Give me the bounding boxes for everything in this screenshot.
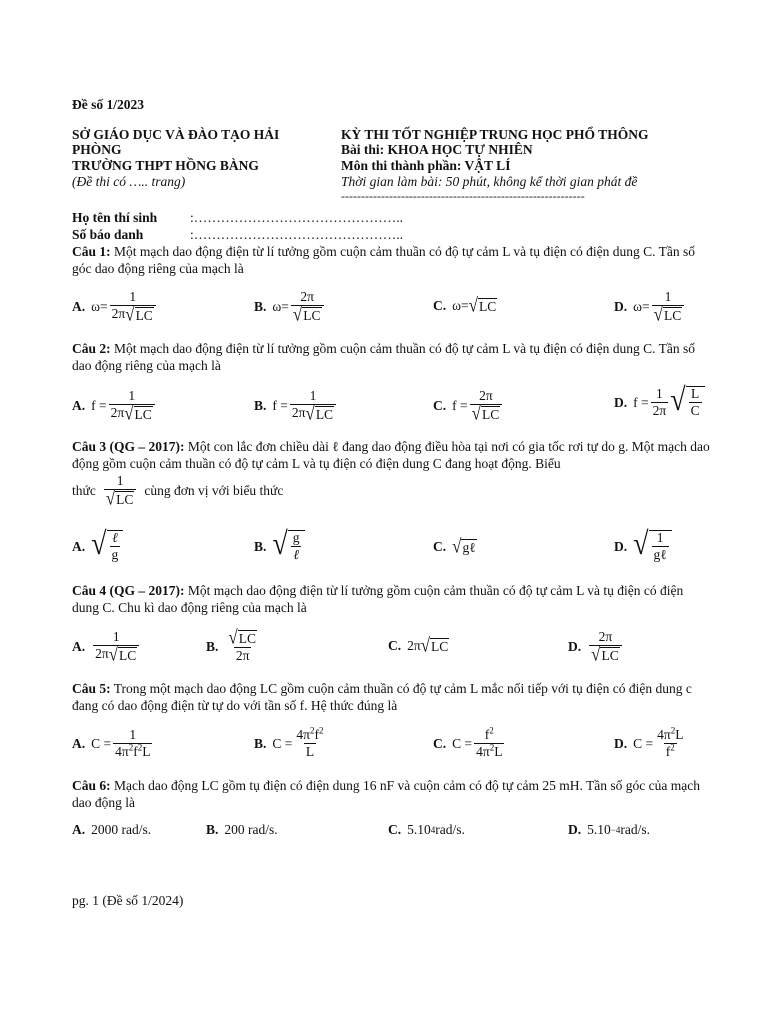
q3-option-d[interactable]: D. √ $\frac{1}{\text{gℓ}}$ <box>614 530 672 562</box>
question-3: Câu 3 (QG – 2017): Một con lắc đơn chiều dài ℓ đang dao động điều hòa tại nơi có gia tốc rơi tự do g. Một mạch dao động gồm cuộn cảm thuần có độ tự cảm L và tụ điện có điện dung C đang hoạt động. Biểu <box>72 439 710 471</box>
question-1 <box>72 243 712 277</box>
school-name: TRƯỜNG THPT HỒNG BÀNG <box>72 158 259 173</box>
candidate-name-label: Họ tên thí sinh <box>72 210 158 225</box>
q4-option-c[interactable]: C. 2π √ LC <box>388 634 449 656</box>
q2-option-d[interactable]: D. f = $\frac{1}{2\pi}$ √ $\frac{L}{C}$ <box>614 386 705 418</box>
exam-code: Đề số 1/2023 <box>72 97 144 112</box>
exam-subject-group: Bài thi: KHOA HỌC TỰ NHIÊN <box>341 142 533 157</box>
q1-option-d[interactable]: D. ω = 1 √ LC <box>614 290 686 323</box>
q2-option-a[interactable]: A. f = 1 2π √ LC <box>72 389 157 422</box>
q6-option-d[interactable]: D. 5.10 −4 rad/s. <box>568 822 650 837</box>
q3-option-a[interactable]: A. √ $\frac{\text{ℓ}}{g}$ <box>72 530 123 562</box>
q3-option-b[interactable]: B. √ $\frac{g}{\text{ℓ}}$ <box>254 530 305 562</box>
q5-option-c[interactable]: C. C = $\frac{f^2}{4\pi^2L}$ <box>433 725 503 759</box>
q6-option-b[interactable]: B. 200 rad/s. <box>206 822 278 837</box>
q4-option-a[interactable]: A. 1 2π √ LC <box>72 630 141 663</box>
candidate-name-field[interactable]: :……………………………………….. <box>190 210 404 225</box>
q5-option-d[interactable]: D. C = $\frac{4\pi^2L}{f^2}$ <box>614 725 684 759</box>
question-5: Câu 5: Trong một mạch dao động LC gồm cuộn cảm thuần có độ tự cảm L mắc nối tiếp với tụ điện có điện dung c đang có dao động điện từ tự do với tần số f. Hệ thức đúng là <box>72 681 692 713</box>
question-text: Một mạch dao động điện từ lí tưởng gồm cuộn cảm thuần có độ tự cảm L và tụ điện có điện dung C. Tần số góc dao động riêng của mạch là <box>72 244 695 276</box>
exam-duration: Thời gian làm bài: 50 phút, không kể thời gian phát đề <box>341 174 638 189</box>
candidate-id-label: Số báo danh <box>72 227 144 242</box>
department-line2: PHÒNG <box>72 142 122 157</box>
q4-option-b[interactable]: B. √ LC 2π <box>206 626 256 663</box>
q1-option-b[interactable]: B. ω = 2π √ LC <box>254 290 326 323</box>
q5-option-a[interactable]: A. C = $\frac{1}{4\pi^2f^2L}$ <box>72 727 151 759</box>
page-footer: pg. 1 (Đề số 1/2024) <box>72 893 184 908</box>
candidate-id-field[interactable]: :……………………………………….. <box>190 227 404 242</box>
q4-option-d[interactable]: D. 2π √ LC <box>568 630 624 663</box>
q1-option-a[interactable]: A. ω = 1 2π √ LC <box>72 290 158 323</box>
exam-title: KỲ THI TỐT NGHIỆP TRUNG HỌC PHỔ THÔNG <box>341 127 649 142</box>
q2-option-b[interactable]: B. f = 1 2π √ LC <box>254 389 338 422</box>
exam-subject: Môn thi thành phần: VẬT LÍ <box>341 158 511 173</box>
q3-option-c[interactable]: C. √ gℓ <box>433 535 476 557</box>
question-3-line-3: thức 1 √ LC cùng đơn vị với biểu thức <box>72 473 284 510</box>
question-6: Câu 6: Mạch dao động LC gồm tụ điện có điện dung 16 nF và cuộn cảm có độ tự cảm 25 mH. Tần số góc của mạch dao động là <box>72 778 700 810</box>
q5-option-b[interactable]: B. C = $\frac{4\pi^2f^2}{L}$ <box>254 725 324 759</box>
q6-option-a[interactable]: A. 2000 rad/s. <box>72 822 152 837</box>
department-line1: SỞ GIÁO DỤC VÀ ĐÀO TẠO HẢI <box>72 127 280 142</box>
q2-option-c[interactable]: C. f = 2π √ LC <box>433 389 504 422</box>
header-separator: ------------------------------------------------------------- <box>341 189 585 203</box>
page-count: (Đề thi có ….. trang) <box>72 174 186 189</box>
question-4: Câu 4 (QG – 2017): Một mạch dao động điện từ lí tưởng gồm cuộn cảm thuần có độ tự cảm L và tụ điện có điện dung C. Chu kì dao động riêng của mạch là <box>72 583 684 615</box>
q6-option-c[interactable]: C. 5.10 4 rad/s. <box>388 822 465 837</box>
q1-option-c[interactable]: C. ω = √ LC <box>433 294 497 316</box>
question-label: Câu 1: <box>72 244 111 259</box>
question-2: Câu 2: Một mạch dao động điện từ lí tưởng gồm cuộn cảm thuần có độ tự cảm L và tụ điện có điện dung C. Tần số dao động riêng của mạch là <box>72 341 695 373</box>
